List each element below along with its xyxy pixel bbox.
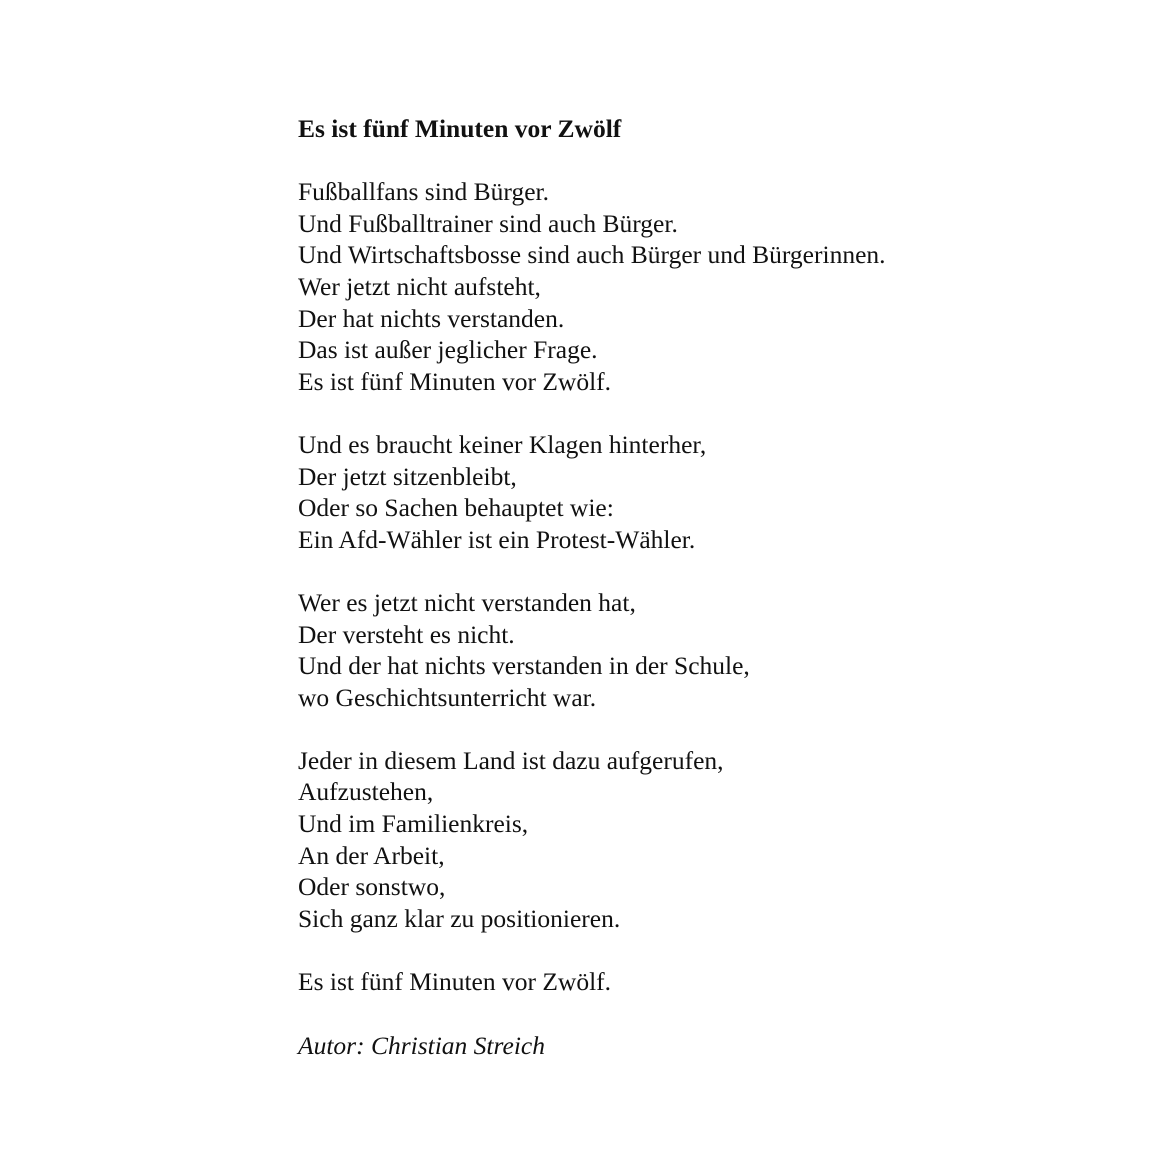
poem-line: Der versteht es nicht. — [298, 619, 515, 649]
poem-line: Und Wirtschaftsbosse sind auch Bürger und Bürgerinnen. — [298, 240, 886, 270]
stanza-1 — [298, 145, 1098, 398]
poem-line: Der jetzt sitzenbleibt, — [298, 461, 517, 491]
poem-line: An der Arbeit, — [298, 840, 445, 870]
poem-document — [298, 113, 1098, 1061]
poem-line: Das ist außer jeglicher Frage. — [298, 335, 598, 365]
poem-line: Wer es jetzt nicht verstanden hat, — [298, 587, 636, 617]
poem-line: Oder so Sachen behauptet wie: — [298, 493, 614, 523]
poem-line: Und es braucht keiner Klagen hinterher, — [298, 429, 707, 459]
poem-line: Der hat nichts verstanden. — [298, 303, 565, 333]
stanza-5 — [298, 934, 1098, 997]
poem-line: Jeder in diesem Land ist dazu aufgerufen, — [298, 745, 724, 775]
poem-line: Und der hat nichts verstanden in der Schule, — [298, 651, 750, 681]
poem-line: Und Fußballtrainer sind auch Bürger. — [298, 208, 678, 238]
poem-line: Wer jetzt nicht aufsteht, — [298, 271, 541, 301]
poem-line: Es ist fünf Minuten vor Zwölf. — [298, 366, 612, 396]
poem-line: Oder sonstwo, — [298, 872, 446, 902]
poem-line: wo Geschichtsunterricht war. — [298, 682, 597, 712]
poem-line: Sich ganz klar zu positionieren. — [298, 903, 621, 933]
poem-line: Ein Afd-Wähler ist ein Protest-Wähler. — [298, 524, 696, 554]
stanza-3 — [298, 555, 1098, 713]
poem-line: Und im Familienkreis, — [298, 809, 529, 839]
stanza-4 — [298, 713, 1098, 934]
poem-line: Es ist fünf Minuten vor Zwölf. — [298, 967, 612, 997]
author-credit: Autor: Christian Streich — [298, 1030, 545, 1060]
poem-title: Es ist fünf Minuten vor Zwölf — [298, 114, 622, 143]
poem-line: Aufzustehen, — [298, 777, 434, 807]
stanza-2 — [298, 397, 1098, 555]
poem-line: Fußballfans sind Bürger. — [298, 177, 549, 207]
